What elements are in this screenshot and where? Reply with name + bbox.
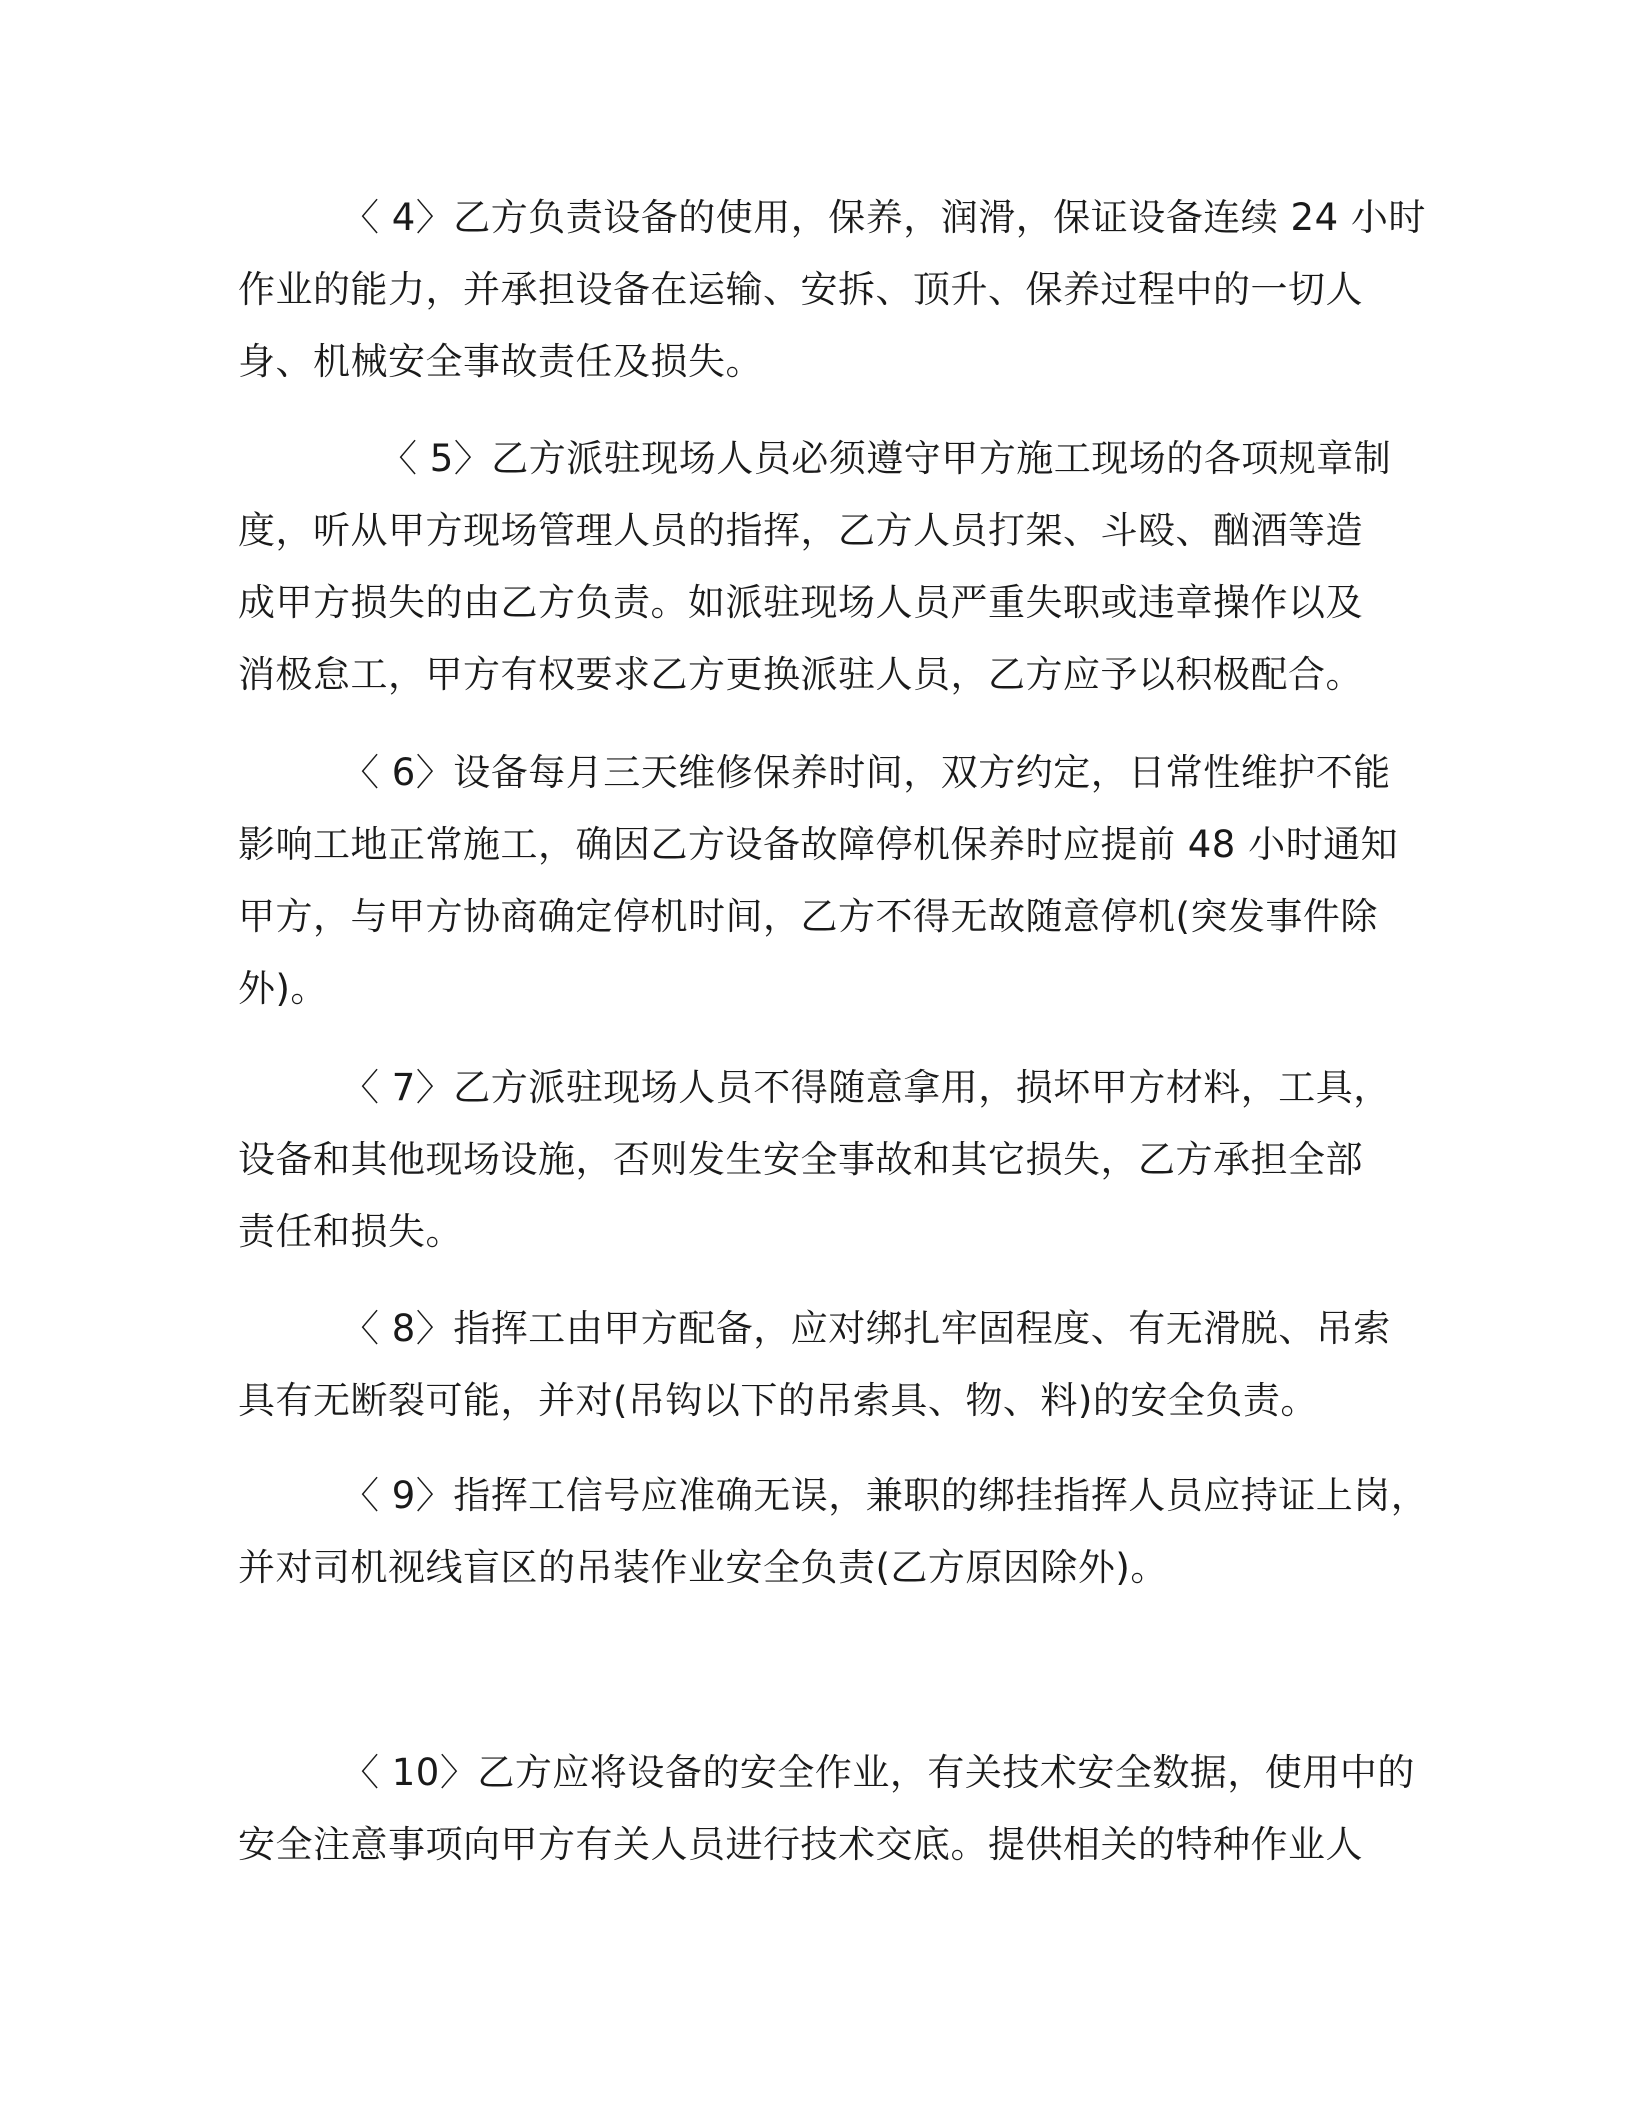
paragraph-line: 外)。 [238,967,328,1010]
paragraph-line: 〈 8〉指挥工由甲方配备，应对绑扎牢固程度、有无滑脱、吊索 [342,1307,1391,1350]
paragraph-10 [238,1737,1415,1881]
paragraph-line: 消极怠工，甲方有权要求乙方更换派驻人员，乙方应予以积极配合。 [238,653,1363,696]
paragraph-line: 成甲方损失的由乙方负责。如派驻现场人员严重失职或违章操作以及 [238,581,1363,624]
paragraph-line: 甲方，与甲方协商确定停机时间，乙方不得无故随意停机(突发事件除 [238,895,1378,938]
paragraph-6 [238,737,1399,1025]
paragraph-9 [238,1460,1429,1604]
paragraph-line: 安全注意事项向甲方有关人员进行技术交底。提供相关的特种作业人 [238,1823,1363,1866]
paragraph-line: 〈 6〉设备每月三天维修保养时间，双方约定，日常性维护不能 [342,751,1391,794]
paragraph-line: 〈 9〉指挥工信号应准确无误，兼职的绑挂指挥人员应持证上岗， [342,1474,1429,1517]
paragraph-line: 作业的能力，并承担设备在运输、安拆、顶升、保养过程中的一切人 [238,268,1363,311]
paragraph-line: 〈 10〉乙方应将设备的安全作业，有关技术安全数据，使用中的 [342,1751,1415,1794]
paragraph-line: 〈 4〉乙方负责设备的使用，保养，润滑，保证设备连续 24 小时 [342,196,1426,239]
paragraph-line: 〈 5〉乙方派驻现场人员必须遵守甲方施工现场的各项规章制 [380,437,1392,480]
paragraph-line: 设备和其他现场设施，否则发生安全事故和其它损失，乙方承担全部 [238,1138,1363,1181]
paragraph-8 [238,1293,1391,1437]
paragraph-7 [238,1052,1391,1268]
paragraph-line: 责任和损失。 [238,1210,463,1253]
paragraph-line: 〈 7〉乙方派驻现场人员不得随意拿用，损坏甲方材料，工具， [342,1066,1391,1109]
paragraph-line: 身、机械安全事故责任及损失。 [238,340,763,383]
paragraph-line: 并对司机视线盲区的吊装作业安全负责(乙方原因除外)。 [238,1546,1168,1589]
paragraph-line: 具有无断裂可能，并对(吊钩以下的吊索具、物、料)的安全负责。 [238,1379,1318,1422]
paragraph-5 [238,423,1392,711]
paragraph-line: 度，听从甲方现场管理人员的指挥，乙方人员打架、斗殴、酗酒等造 [238,509,1363,552]
paragraph-4 [238,182,1426,398]
paragraph-line: 影响工地正常施工，确因乙方设备故障停机保养时应提前 48 小时通知 [238,823,1399,866]
